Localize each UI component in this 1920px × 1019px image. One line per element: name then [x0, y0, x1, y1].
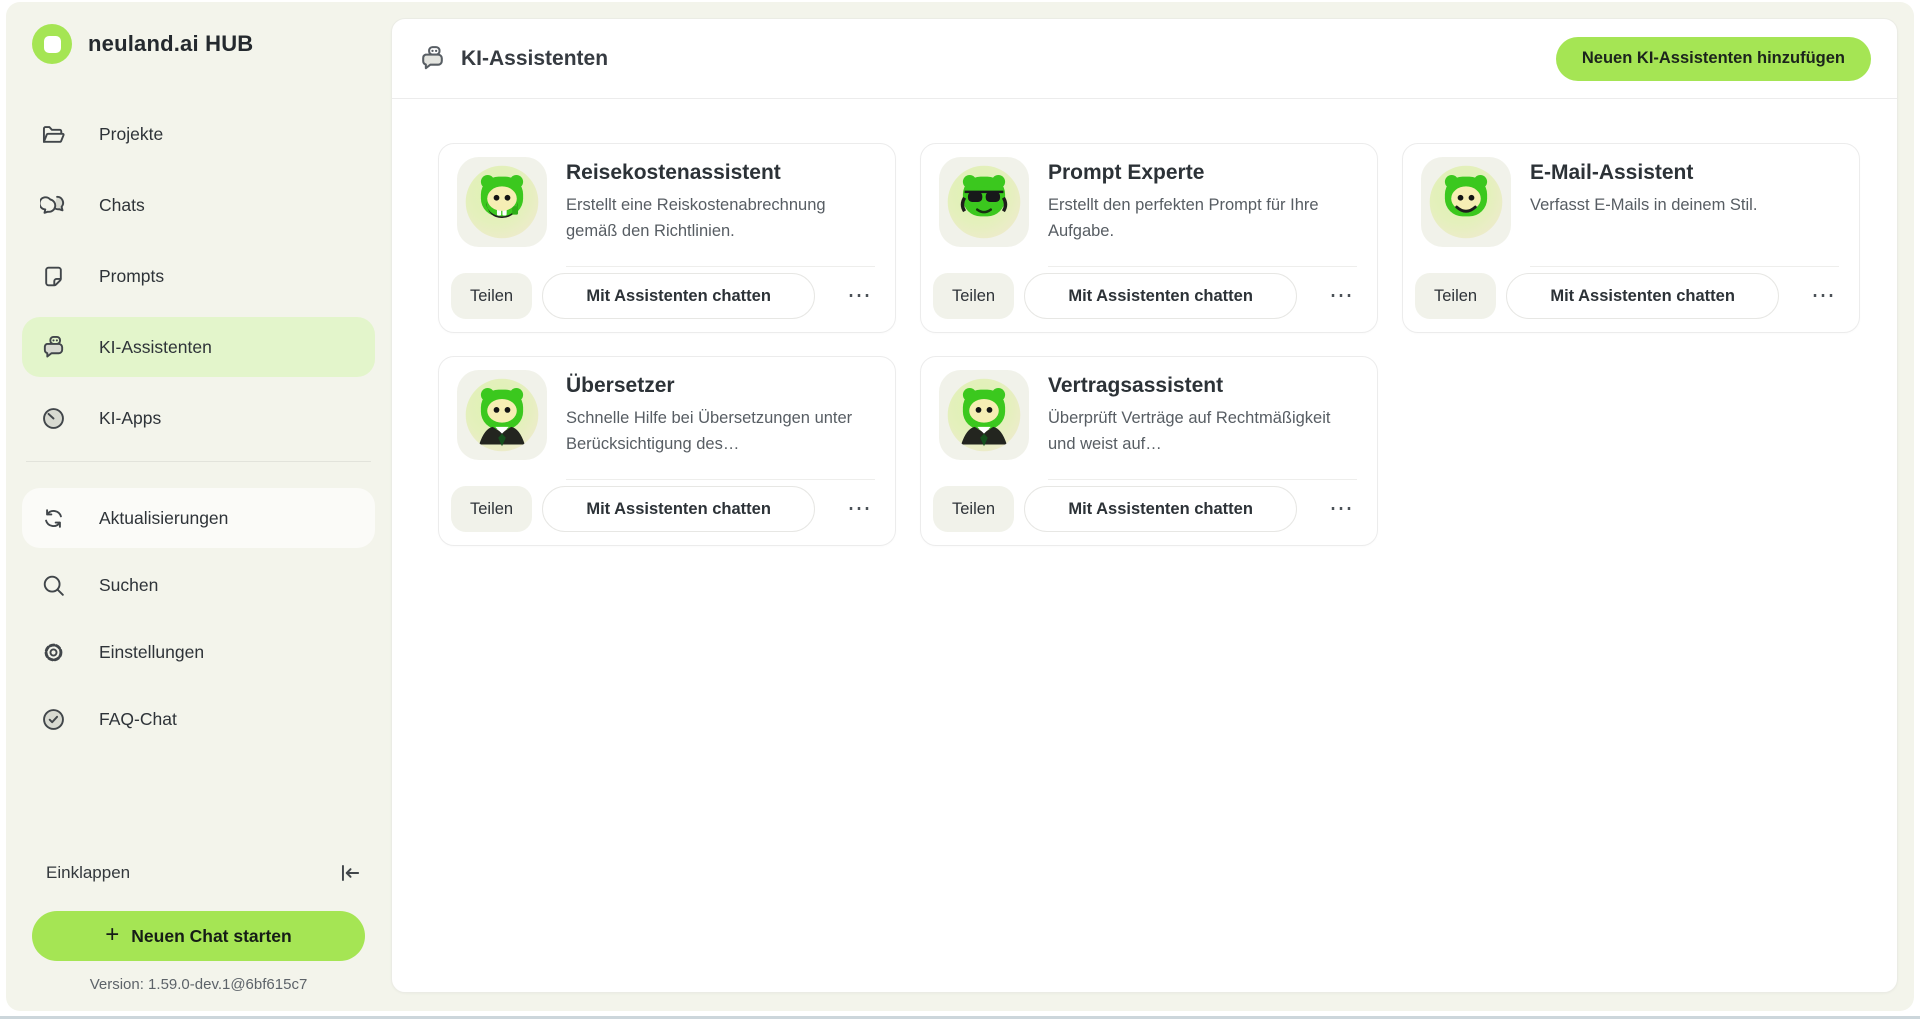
sidebar-item-label: Projekte — [99, 123, 164, 144]
sidebar-item-label: KI-Assistenten — [99, 336, 212, 357]
assistant-avatar — [457, 157, 547, 247]
card-divider — [566, 479, 875, 480]
share-button[interactable]: Teilen — [933, 273, 1014, 319]
brand-name: neuland.ai HUB — [88, 31, 254, 56]
more-options-icon[interactable]: ⋯ — [1323, 493, 1359, 525]
folder-icon — [40, 121, 67, 148]
sidebar-item-suchen[interactable] — [22, 555, 375, 615]
assistant-avatar — [457, 370, 547, 460]
assistant-description: Erstellt eine Reiskostenabrechnung gemäß den Richtlinien. — [566, 196, 826, 240]
assistant-title: Prompt Experte — [1048, 161, 1205, 184]
robot-mascot-icon — [464, 164, 540, 240]
card-divider — [1530, 266, 1839, 267]
share-button[interactable]: Teilen — [451, 486, 532, 532]
sidebar-item-label: Chats — [99, 194, 145, 215]
assistant-title: Reisekostenassistent — [566, 161, 781, 184]
new-chat-label: Neuen Chat starten — [131, 925, 292, 946]
assistant-card — [438, 143, 896, 333]
card-divider — [566, 266, 875, 267]
chat-with-assistant-button[interactable]: Mit Assistenten chatten — [542, 273, 815, 319]
sidebar-item-label: Prompts — [99, 265, 165, 286]
sidebar-item-prompts[interactable] — [22, 246, 375, 306]
assistant-card — [438, 356, 896, 546]
sidebar-item-label: Suchen — [99, 574, 159, 595]
sidebar — [6, 2, 391, 1011]
robot-chat-icon — [40, 334, 67, 361]
sidebar-item-label: FAQ-Chat — [99, 708, 177, 729]
clock-circle-icon — [40, 405, 67, 432]
sidebar-item-label: KI-Apps — [99, 407, 162, 428]
chat-with-assistant-button[interactable]: Mit Assistenten chatten — [542, 486, 815, 532]
page-header — [392, 19, 1897, 99]
assistant-card — [920, 356, 1378, 546]
sidebar-item-ki-apps[interactable] — [22, 388, 375, 448]
card-divider — [1048, 266, 1357, 267]
assistant-title: Vertragsassistent — [1048, 374, 1224, 397]
assistant-card — [1402, 143, 1860, 333]
robot-mascot-icon — [946, 377, 1022, 453]
assistant-title: E-Mail-Assistent — [1530, 161, 1694, 184]
sidebar-item-ki-assistenten[interactable] — [22, 317, 375, 377]
assistant-description: Verfasst E-Mails in deinem Stil. — [1530, 196, 1758, 214]
collapse-sidebar-button[interactable] — [22, 853, 375, 893]
assistants-grid-area — [392, 99, 1897, 546]
sidebar-item-faq-chat[interactable] — [22, 689, 375, 749]
chat-with-assistant-button[interactable]: Mit Assistenten chatten — [1024, 486, 1297, 532]
more-options-icon[interactable]: ⋯ — [1323, 280, 1359, 312]
app-window — [6, 2, 1914, 1011]
assistant-description: Erstellt den perfekten Prompt für Ihre Aufgabe. — [1048, 196, 1319, 240]
assistant-avatar — [939, 370, 1029, 460]
note-icon — [40, 263, 67, 290]
more-options-icon[interactable]: ⋯ — [1805, 280, 1841, 312]
check-circle-icon — [40, 706, 67, 733]
sidebar-item-einstellungen[interactable] — [22, 622, 375, 682]
plus-icon: + — [105, 921, 120, 948]
brand — [22, 24, 375, 64]
add-assistant-button[interactable]: Neuen KI-Assistenten hinzufügen — [1556, 37, 1871, 81]
chat-bubbles-icon — [40, 192, 67, 219]
collapse-label: Einklappen — [46, 863, 131, 882]
sidebar-nav-secondary — [22, 488, 375, 749]
robot-mascot-icon — [946, 164, 1022, 240]
sidebar-item-projekte[interactable] — [22, 104, 375, 164]
assistant-avatar — [939, 157, 1029, 247]
new-chat-button[interactable] — [32, 911, 365, 961]
search-icon — [40, 572, 67, 599]
sidebar-item-aktualisierungen[interactable] — [22, 488, 375, 548]
sidebar-divider — [26, 461, 371, 462]
collapse-left-icon — [337, 860, 363, 886]
robot-mascot-icon — [1428, 164, 1504, 240]
chat-with-assistant-button[interactable]: Mit Assistenten chatten — [1024, 273, 1297, 319]
share-button[interactable]: Teilen — [933, 486, 1014, 532]
robot-chat-icon — [418, 44, 447, 73]
share-button[interactable]: Teilen — [451, 273, 532, 319]
sidebar-item-label: Aktualisierungen — [99, 507, 229, 528]
more-options-icon[interactable]: ⋯ — [841, 493, 877, 525]
robot-mascot-icon — [464, 377, 540, 453]
sidebar-item-label: Einstellungen — [99, 641, 205, 662]
chat-with-assistant-button[interactable]: Mit Assistenten chatten — [1506, 273, 1779, 319]
assistant-avatar — [1421, 157, 1511, 247]
card-divider — [1048, 479, 1357, 480]
neuland-logo-icon — [32, 24, 72, 64]
refresh-icon — [40, 505, 67, 532]
main-area — [391, 2, 1914, 1011]
sidebar-item-chats[interactable] — [22, 175, 375, 235]
assistant-card — [920, 143, 1378, 333]
assistant-title: Übersetzer — [566, 374, 675, 397]
version-text: Version: 1.59.0-dev.1@6bf615c7 — [89, 976, 308, 993]
assistant-description: Überprüft Verträge auf Rechtmäßigkeit und weist auf… — [1048, 409, 1331, 453]
share-button[interactable]: Teilen — [1415, 273, 1496, 319]
more-options-icon[interactable]: ⋯ — [841, 280, 877, 312]
gear-icon — [40, 639, 67, 666]
assistant-description: Schnelle Hilfe bei Übersetzungen unter Berücksichtigung des… — [566, 409, 853, 453]
sidebar-nav-primary — [22, 104, 375, 448]
content-panel — [391, 18, 1898, 993]
page-title: KI-Assistenten — [461, 46, 609, 70]
